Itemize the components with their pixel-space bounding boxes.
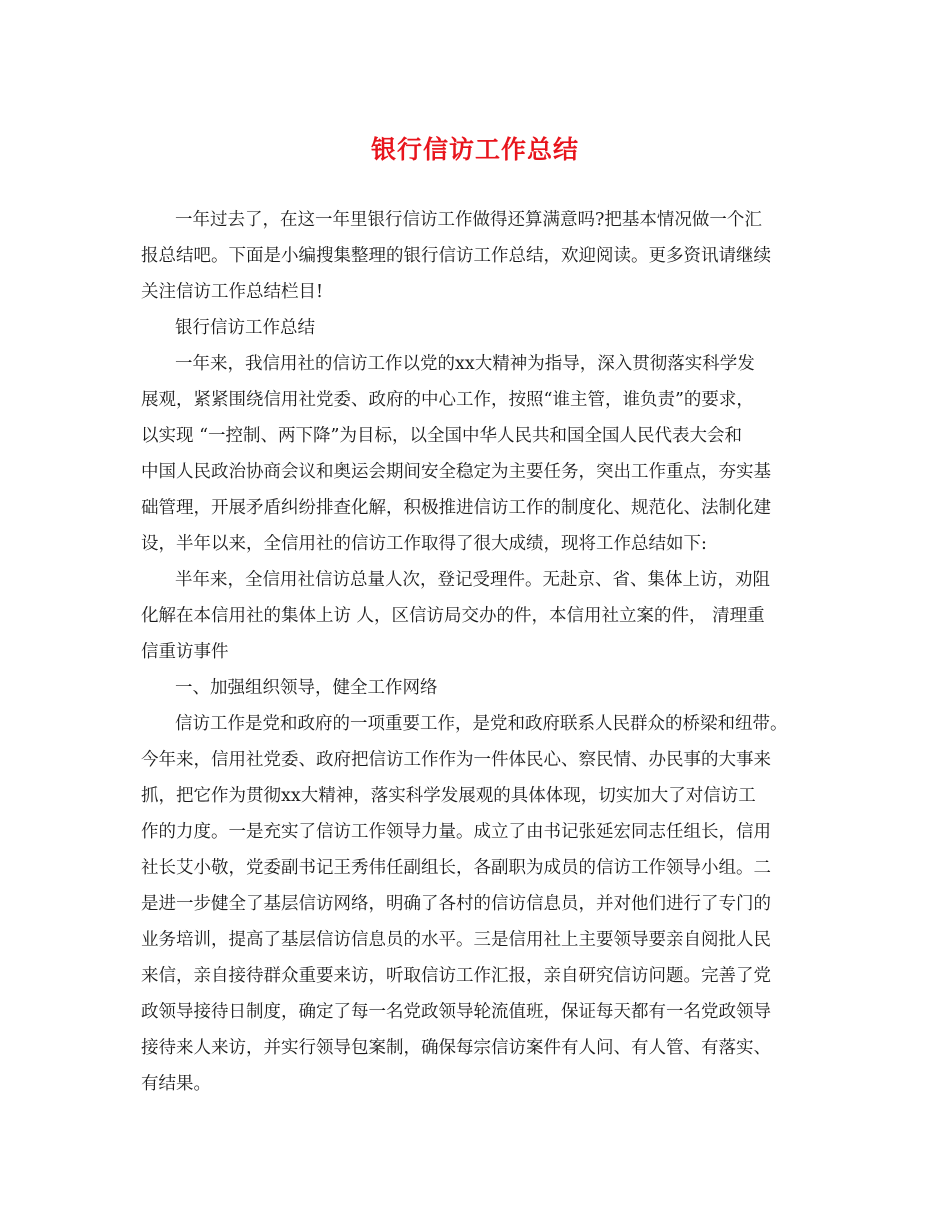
text-line: 化解在本信用社的集体上访 人，区信访局交办的件，本信用社立案的件， 清理重	[141, 606, 765, 626]
text-line: 社长艾小敬，党委副书记王秀伟任副组长，各副职为成员的信访工作领导小组。二	[141, 858, 771, 878]
text-line: 半年来，全信用社信访总量人次，登记受理件。无赴京、省、集体上访，劝阻	[175, 570, 770, 590]
text-line: 报总结吧。下面是小编搜集整理的银行信访工作总结，欢迎阅读。更多资讯请继续	[141, 246, 771, 266]
text-line: 设，半年以来，全信用社的信访工作取得了很大成绩，现将工作总结如下:	[141, 534, 707, 554]
document-title: 银行信访工作总结	[370, 135, 579, 164]
text-line: 关注信访工作总结栏目!	[141, 282, 324, 302]
text-line: 信重访事件	[141, 642, 229, 662]
text-line: 业务培训，提高了基层信访信息员的水平。三是信用社上主要领导要亲自阅批人民	[141, 930, 771, 950]
text-line: 接待来人来访，并实行领导包案制，确保每宗信访案件有人问、有人管、有落实、	[141, 1038, 771, 1058]
section-heading: 银行信访工作总结	[175, 318, 315, 338]
text-line: 中国人民政治协商会议和奥运会期间安全稳定为主要任务，突出工作重点，夯实基	[141, 462, 771, 482]
text-line: 础管理，开展矛盾纠纷排查化解，积极推进信访工作的制度化、规范化、法制化建	[141, 498, 771, 518]
text-line: 一年过去了，在这一年里银行信访工作做得还算满意吗?把基本情况做一个汇	[175, 210, 762, 230]
text-line: 政领导接待日制度，确定了每一名党政领导轮流值班，保证每天都有一名党政领导	[141, 1002, 771, 1022]
text-line: 信访工作是党和政府的一项重要工作，是党和政府联系人民群众的桥梁和纽带。	[175, 714, 788, 734]
text-line: 一年来，我信用社的信访工作以党的xx大精神为指导，深入贯彻落实科学发	[175, 354, 755, 374]
section-heading: 一、加强组织领导，健全工作网络	[175, 678, 438, 698]
text-line: 来信，亲自接待群众重要来访，听取信访工作汇报，亲自研究信访问题。完善了党	[141, 966, 771, 986]
text-line: 以实现 “一控制、两下降”为目标，以全国中华人民共和国全国人民代表大会和	[141, 426, 742, 446]
text-line: 作的力度。一是充实了信访工作领导力量。成立了由书记张延宏同志任组长，信用	[141, 822, 771, 842]
text-line: 有结果。	[141, 1074, 211, 1094]
text-line: 今年来，信用社党委、政府把信访工作作为一件体民心、察民情、办民事的大事来	[141, 750, 771, 770]
text-line: 展观，紧紧围绕信用社党委、政府的中心工作，按照“谁主管，谁负责”的要求，	[141, 390, 754, 410]
text-line: 抓，把它作为贯彻xx大精神，落实科学发展观的具体体现，切实加大了对信访工	[141, 786, 756, 806]
text-line: 是进一步健全了基层信访网络，明确了各村的信访信息员，并对他们进行了专门的	[141, 894, 771, 914]
